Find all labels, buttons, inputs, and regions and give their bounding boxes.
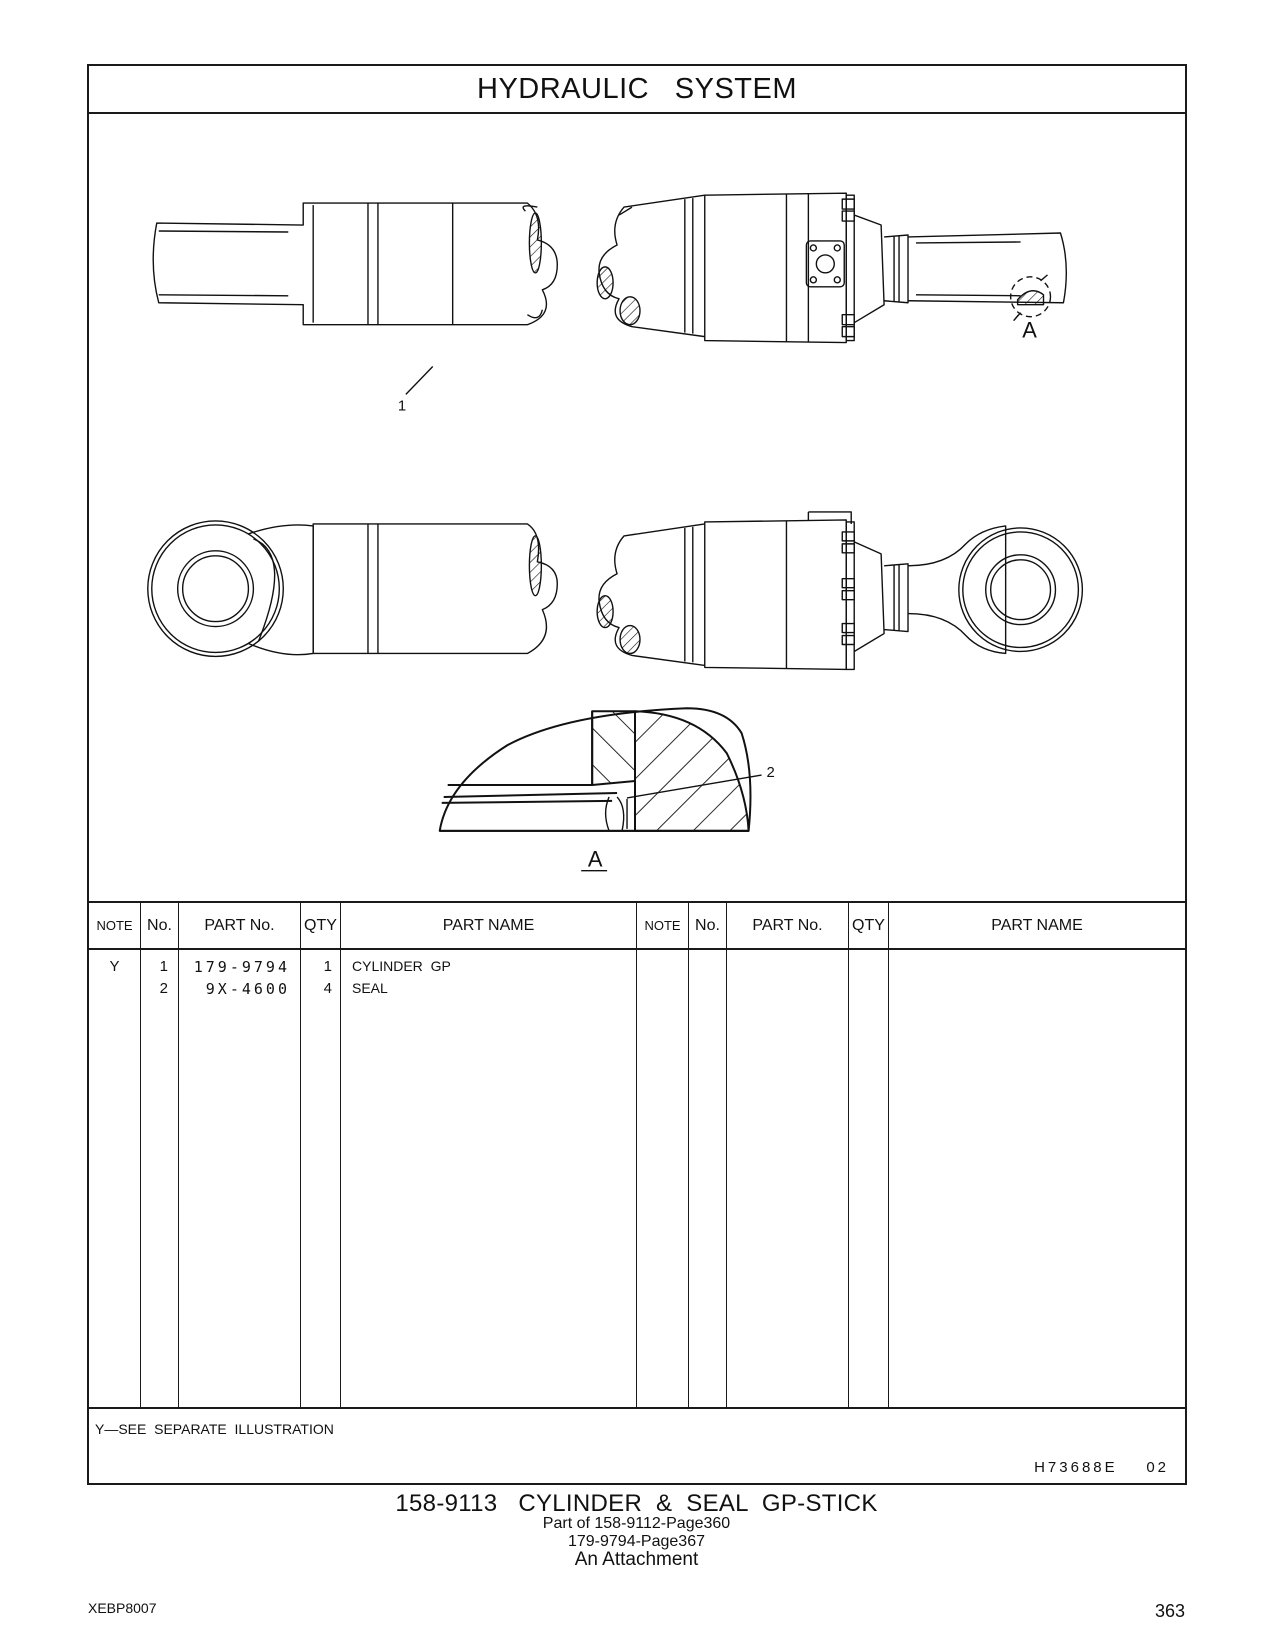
page-number: 363 [1154, 1601, 1185, 1621]
callout-2: 2 [766, 764, 775, 782]
lower-head-end-drawing [597, 512, 1082, 669]
detail-a-label: A [587, 846, 603, 872]
row-1-part-no: 179-9794 [193, 958, 290, 976]
row-1-no: 1 [159, 958, 168, 975]
header-part-name: PART NAME [341, 903, 636, 950]
footnote-area [89, 1409, 1185, 1485]
header-part-no-right: PART No. [727, 903, 848, 950]
cylinder-illustration [89, 114, 1185, 901]
illustration-code: H73688E 02 [1034, 1459, 1169, 1476]
row-2-no: 2 [159, 980, 168, 997]
row-1-qty: 1 [323, 958, 332, 975]
col-note [89, 903, 141, 1407]
header-part-name-right: PART NAME [889, 903, 1185, 950]
row-2-part-name: SEAL [352, 980, 388, 996]
group-title: 158-9113 CYLINDER & SEAL GP-STICK [395, 1490, 878, 1517]
detail-a-marker: A [1022, 317, 1037, 343]
callout-1: 1 [397, 397, 407, 415]
cross-reference: 179-9794-Page367 [567, 1533, 705, 1550]
row-1-part-name: CYLINDER GP [352, 958, 451, 974]
header-no-right: No. [689, 903, 726, 950]
header-qty-right: QTY [849, 903, 888, 950]
document-id: XEBP8007 [88, 1600, 157, 1616]
upper-rod-end-drawing [153, 203, 557, 325]
attachment-note: An Attachment [574, 1549, 699, 1570]
col-part-no-right [727, 903, 849, 1407]
col-qty [301, 903, 341, 1407]
parts-page-frame [87, 64, 1187, 1485]
col-part-name [341, 903, 637, 1407]
header-note-right: NOTE [637, 903, 688, 950]
row-1-note: Y [109, 958, 120, 975]
col-qty-right [849, 903, 889, 1407]
col-part-name-right [889, 903, 1185, 1407]
header-note: NOTE [89, 903, 140, 950]
parts-table [89, 901, 1185, 1409]
header-no: No. [141, 903, 178, 950]
detail-a-section-drawing [440, 708, 762, 831]
lower-rod-end-drawing [148, 521, 558, 657]
footnote-note: Y—SEE SEPARATE ILLUSTRATION [95, 1421, 334, 1437]
upper-head-end-drawing [597, 193, 1066, 342]
col-note-right [637, 903, 689, 1407]
section-title: HYDRAULIC SYSTEM [89, 66, 1185, 114]
col-no-right [689, 903, 727, 1407]
row-2-qty: 4 [323, 980, 332, 997]
header-part-no: PART No. [179, 903, 300, 950]
header-qty: QTY [301, 903, 340, 950]
row-2-part-no: 9X-4600 [205, 980, 290, 998]
col-part-no [179, 903, 301, 1407]
part-of-reference: Part of 158-9112-Page360 [542, 1515, 731, 1532]
col-no [141, 903, 179, 1407]
